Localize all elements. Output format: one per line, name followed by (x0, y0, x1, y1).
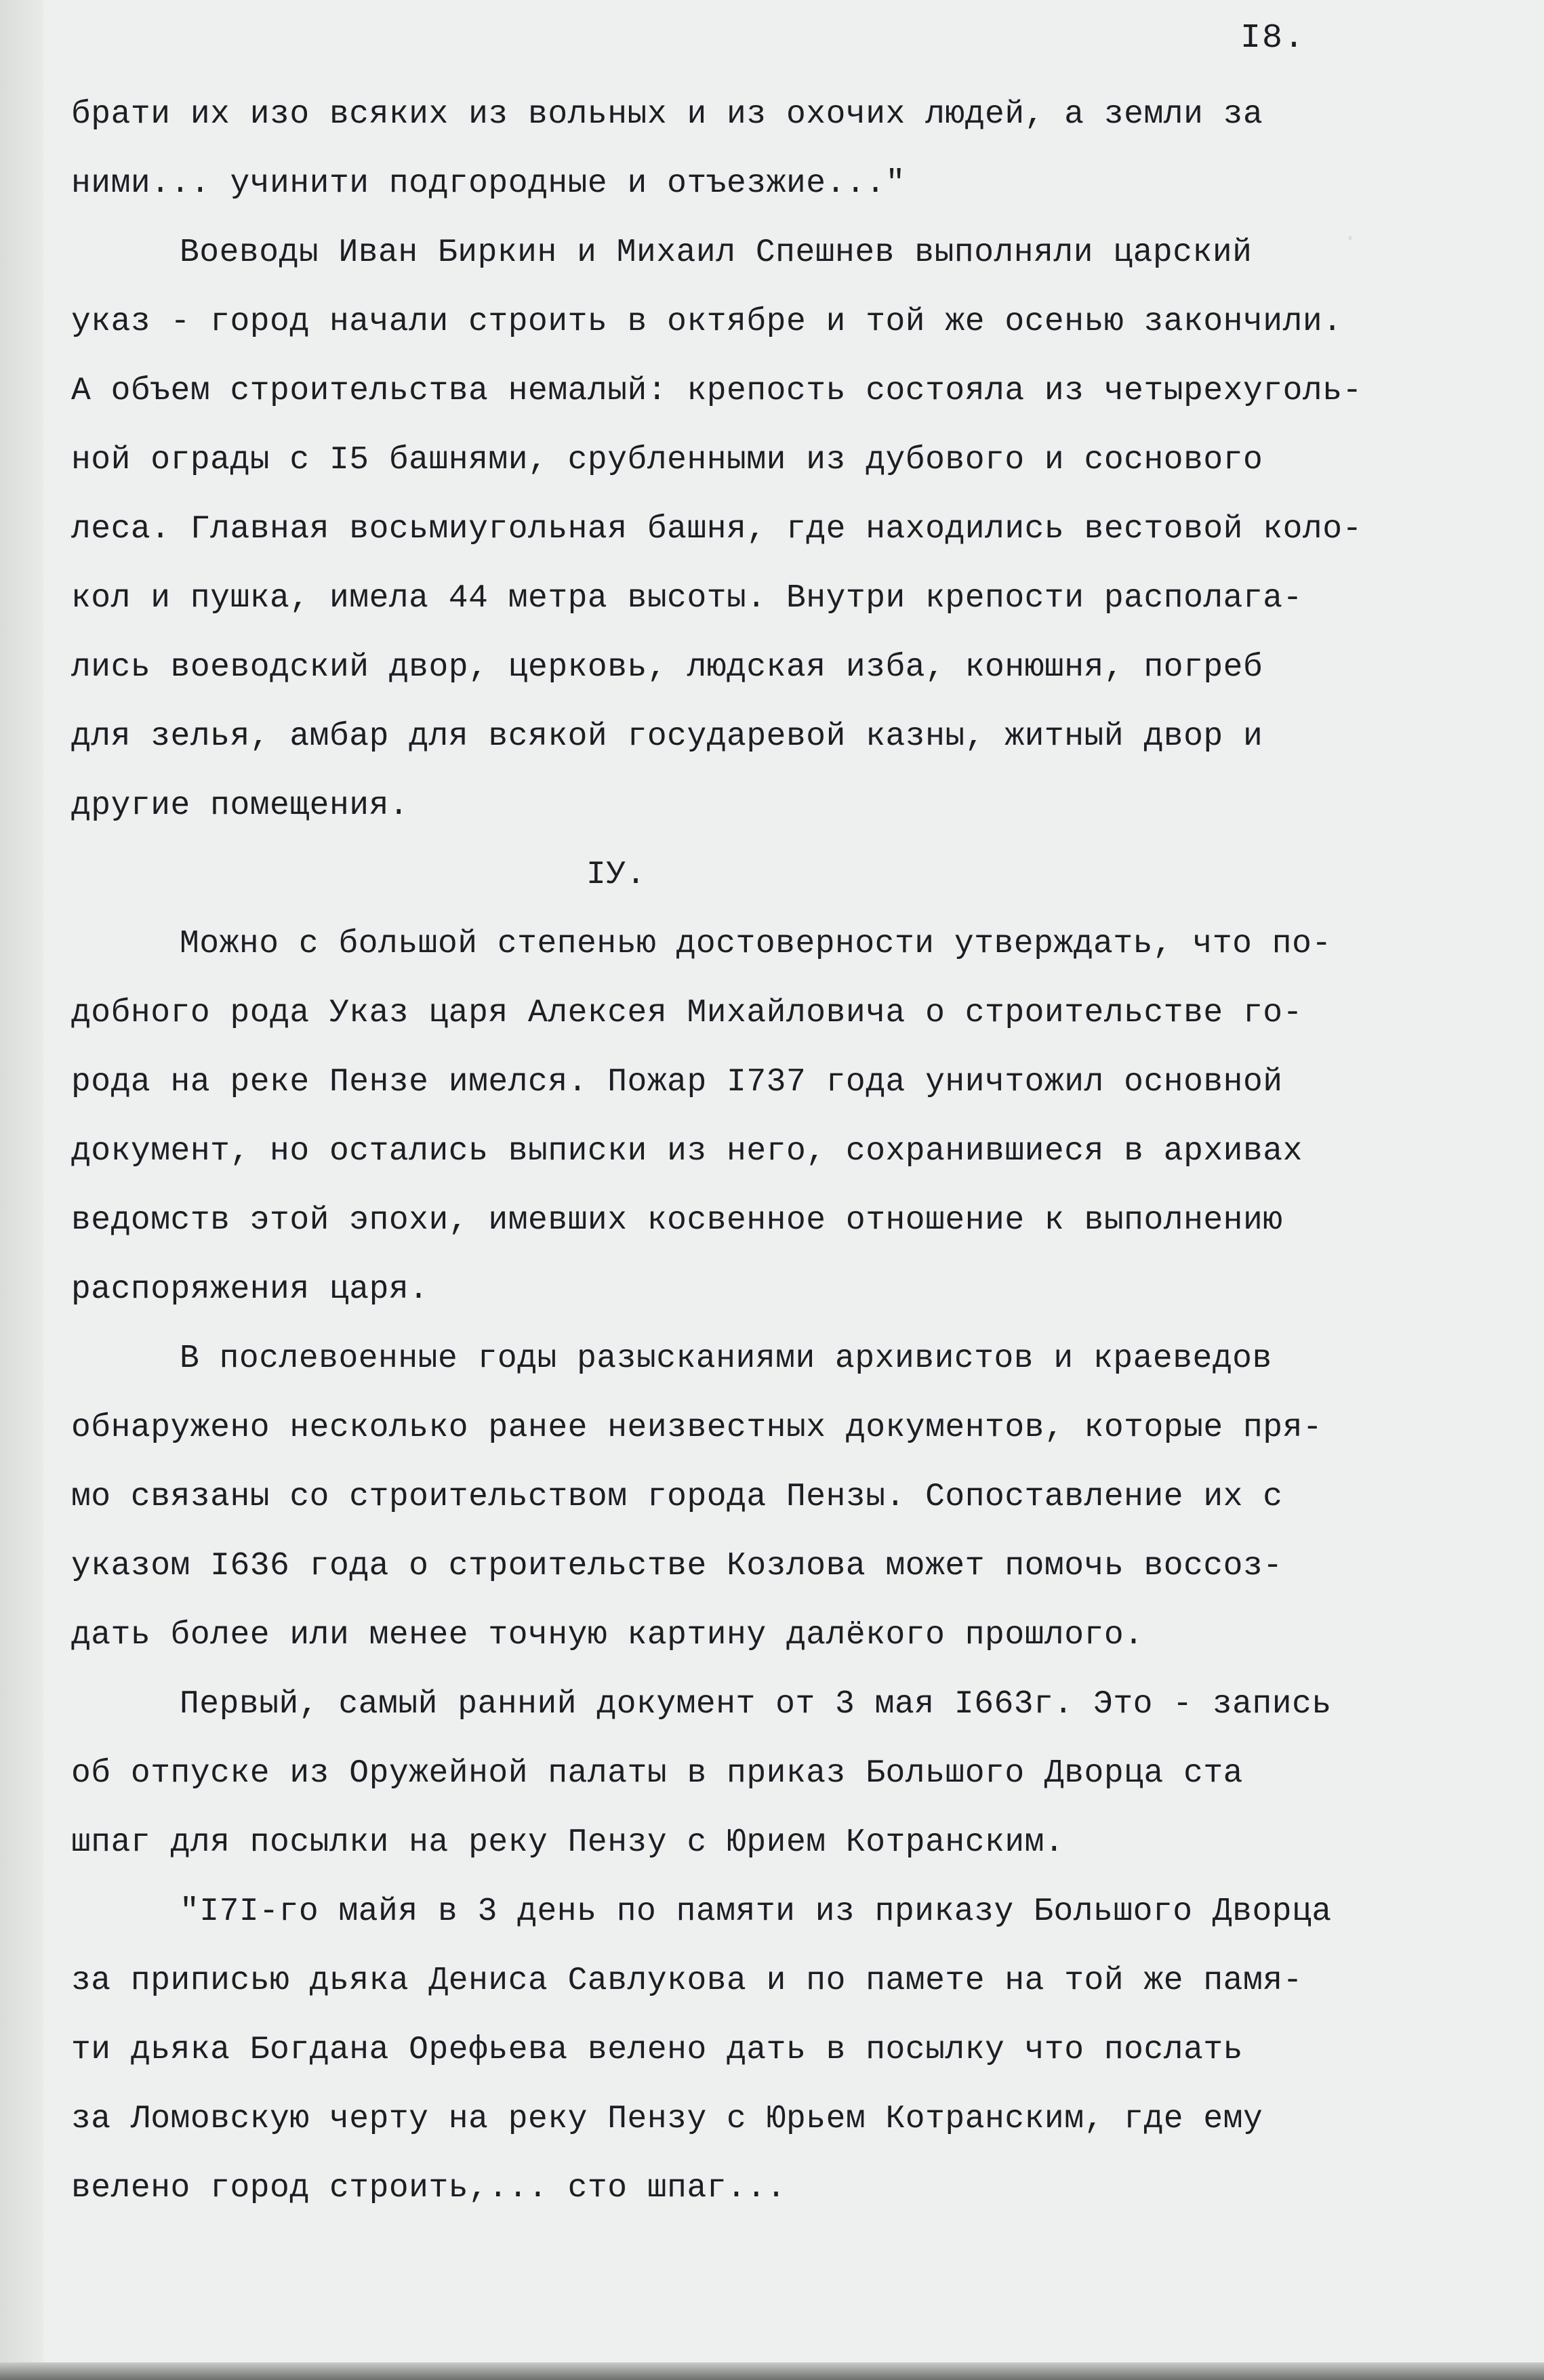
text-line: ведомств этой эпохи, имевших косвенное отношение к выполнению (71, 1202, 1283, 1239)
text-line: распоряжения царя. (71, 1271, 429, 1308)
text-line: за приписью дьяка Дениса Савлукова и по памете на той же памя- (71, 1963, 1303, 1999)
text-line: велено город строить,... сто шпаг... (71, 2170, 786, 2207)
page-number: I8. (1240, 19, 1306, 58)
text-line: ними... учинити подгородные и отъезжие..." (71, 165, 906, 202)
text-line: рода на реке Пензе имелся. Пожар I737 года уничтожил основной (71, 1064, 1283, 1101)
text-line: В послевоенные годы разысканиями архивистов и краеведов (180, 1340, 1272, 1377)
text-line: леса. Главная восьмиугольная башня, где находились вестовой коло- (71, 511, 1362, 548)
text-line: Можно с большой степенью достоверности утверждать, что по- (180, 926, 1332, 962)
text-line: мо связаны со строительством города Пензы. Сопоставление их с (71, 1479, 1283, 1515)
text-line: для зелья, амбар для всякой государевой казны, житный двор и (71, 718, 1263, 755)
text-line: обнаружено несколько ранее неизвестных документов, которые пря- (71, 1410, 1323, 1446)
text-line: "I7I-го майя в 3 день по памяти из приказу Большого Дворца (180, 1893, 1332, 1930)
text-line: документ, но остались выписки из него, сохранившиеся в архивах (71, 1133, 1303, 1170)
text-line: об отпуске из Оружейной палаты в приказ Большого Дворца ста (71, 1755, 1243, 1792)
text-line: кол и пушка, имела 44 метра высоты. Внутри крепости располага- (71, 580, 1303, 617)
text-line: добного рода Указ царя Алексея Михайловича о строительстве го- (71, 995, 1303, 1031)
text-line: другие помещения. (71, 787, 409, 824)
text-line: ной ограды с I5 башнями, срубленными из дубового и соснового (71, 442, 1263, 478)
text-line: указом I636 года о строительстве Козлова может помочь воссоз- (71, 1548, 1283, 1584)
section-heading: IУ. (586, 857, 646, 893)
text-line: шпаг для посылки на реку Пензу с Юрием Котранским. (71, 1824, 1065, 1861)
text-line: брати их изо всяких из вольных и из охочих людей, а земли за (71, 96, 1263, 133)
text-line: Воеводы Иван Биркин и Михаил Спешнев выполняли царский (180, 234, 1253, 271)
text-line: А объем строительства немалый: крепость состояла из четырехуголь- (71, 373, 1362, 409)
body-text (71, 80, 1481, 2223)
text-line: ти дьяка Богдана Орефьева велено дать в посылку что послать (71, 2032, 1243, 2068)
scan-bottom-shadow (0, 2362, 1544, 2380)
text-line: указ - город начали строить в октябре и той же осенью закончили. (71, 304, 1343, 340)
text-line: за Ломовскую черту на реку Пензу с Юрьем Котранским, где ему (71, 2101, 1263, 2137)
text-line: дать более или менее точную картину далёкого прошлого. (71, 1617, 1144, 1654)
bleed-through-mark: · (1342, 224, 1359, 254)
text-line: лись воеводский двор, церковь, людская изба, конюшня, погреб (71, 649, 1263, 686)
page-edge (0, 0, 43, 2380)
text-line: Первый, самый ранний документ от 3 мая I663г. Это - запись (180, 1686, 1332, 1723)
